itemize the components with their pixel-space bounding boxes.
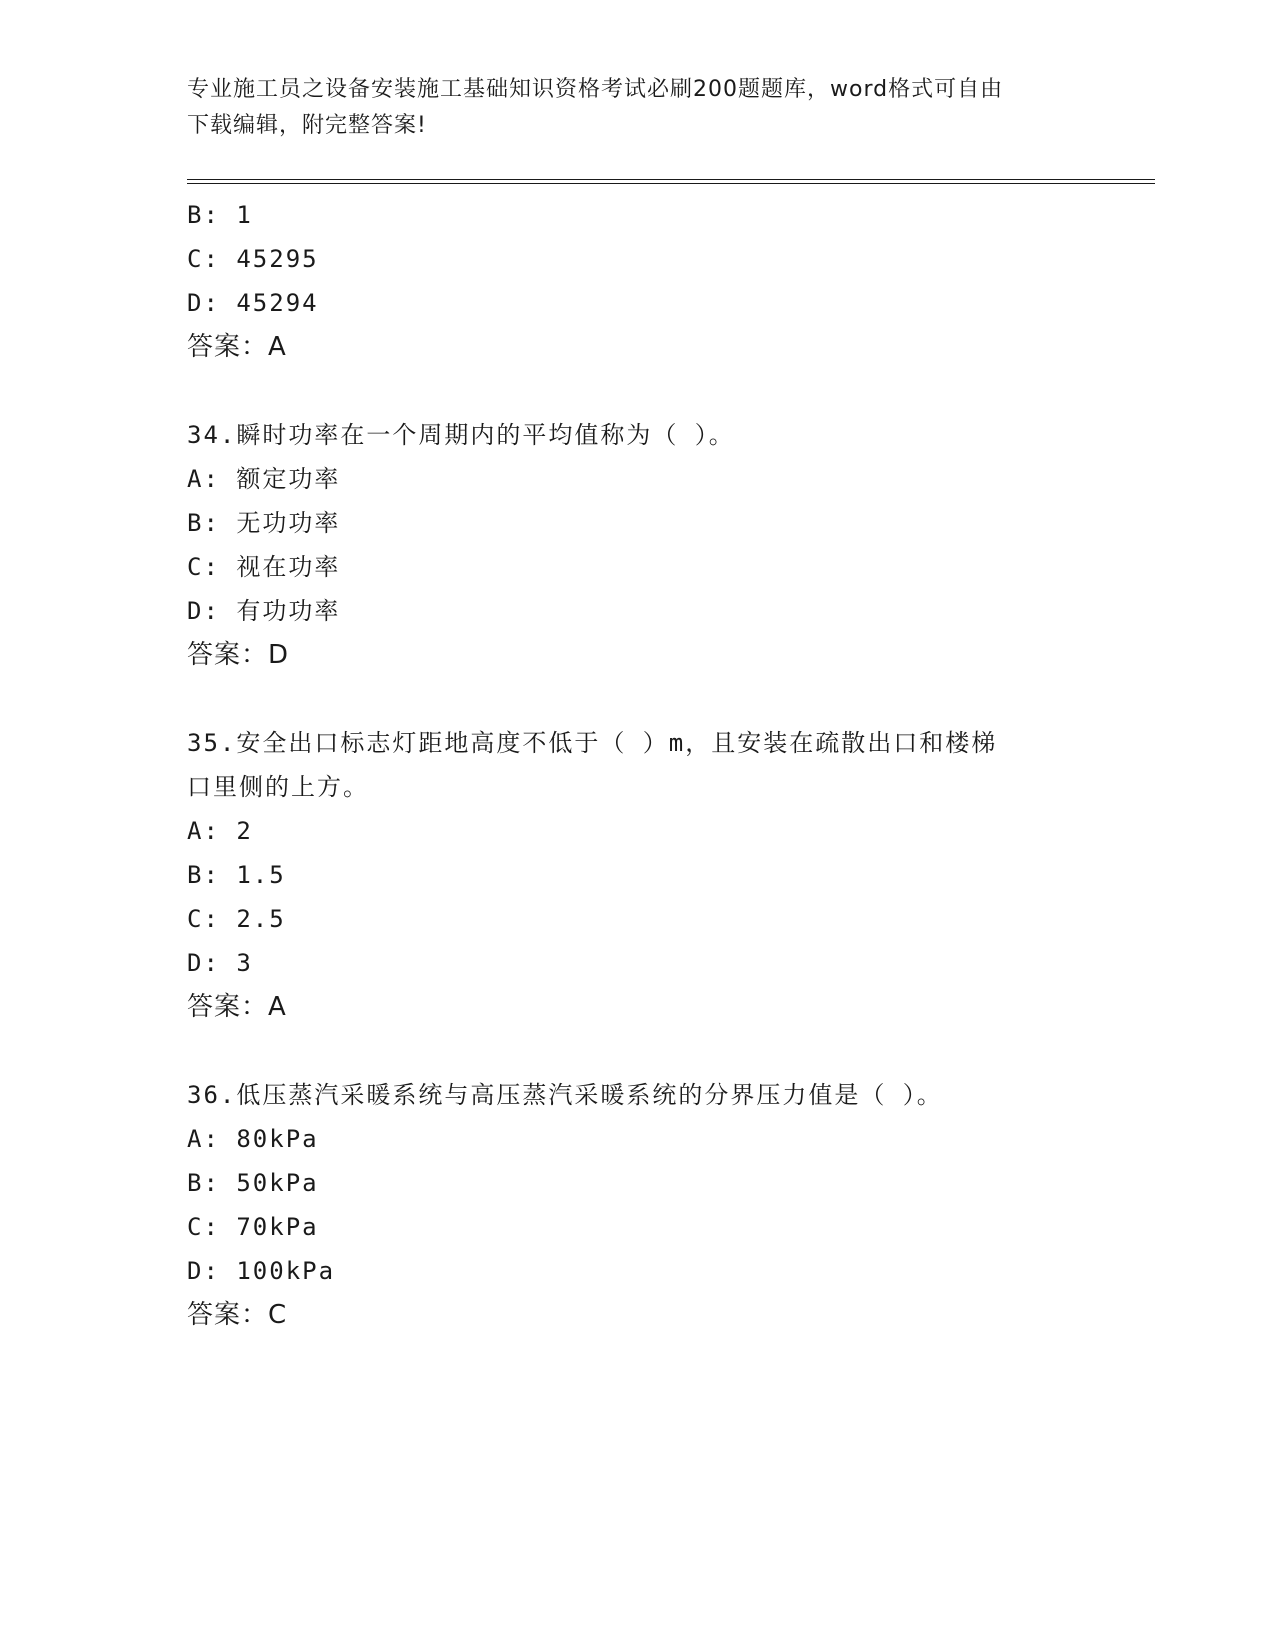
question-stem: 35.安全出口标志灯距地高度不低于（ ）m，且安装在疏散出口和楼梯 xyxy=(187,729,998,757)
option-c: C: 45295 xyxy=(187,245,319,273)
header-divider-top xyxy=(187,179,1155,180)
answer-label: 答案：C xyxy=(187,1300,288,1330)
option-b: B: 50kPa xyxy=(187,1169,319,1197)
question-stem: 36.低压蒸汽采暖系统与高压蒸汽采暖系统的分界压力值是（ ）。 xyxy=(187,1081,943,1109)
answer-label: 答案：A xyxy=(187,332,287,362)
header-line-1: 专业施工员之设备安装施工基础知识资格考试必刷200题题库，word格式可自由 xyxy=(187,77,1004,102)
option-d: D: 3 xyxy=(187,949,253,977)
option-d: D: 有功功率 xyxy=(187,597,341,625)
document-header xyxy=(187,72,1087,144)
question-stem: 34.瞬时功率在一个周期内的平均值称为（ ）。 xyxy=(187,421,735,449)
header-divider-bottom xyxy=(187,183,1155,184)
option-d: D: 45294 xyxy=(187,289,319,317)
option-b: B: 1.5 xyxy=(187,861,286,889)
option-c: C: 视在功率 xyxy=(187,553,341,581)
option-a: A: 额定功率 xyxy=(187,465,341,493)
option-c: C: 70kPa xyxy=(187,1213,319,1241)
option-a: A: 2 xyxy=(187,817,253,845)
question-stem-continued: 口里侧的上方。 xyxy=(187,773,369,801)
answer-label: 答案：A xyxy=(187,992,287,1022)
option-a: A: 80kPa xyxy=(187,1125,319,1153)
option-b: B: 无功功率 xyxy=(187,509,341,537)
option-d: D: 100kPa xyxy=(187,1257,336,1285)
header-line-2: 下载编辑，附完整答案! xyxy=(187,113,427,138)
answer-label: 答案：D xyxy=(187,640,290,670)
option-c: C: 2.5 xyxy=(187,905,286,933)
option-b: B: 1 xyxy=(187,201,253,229)
